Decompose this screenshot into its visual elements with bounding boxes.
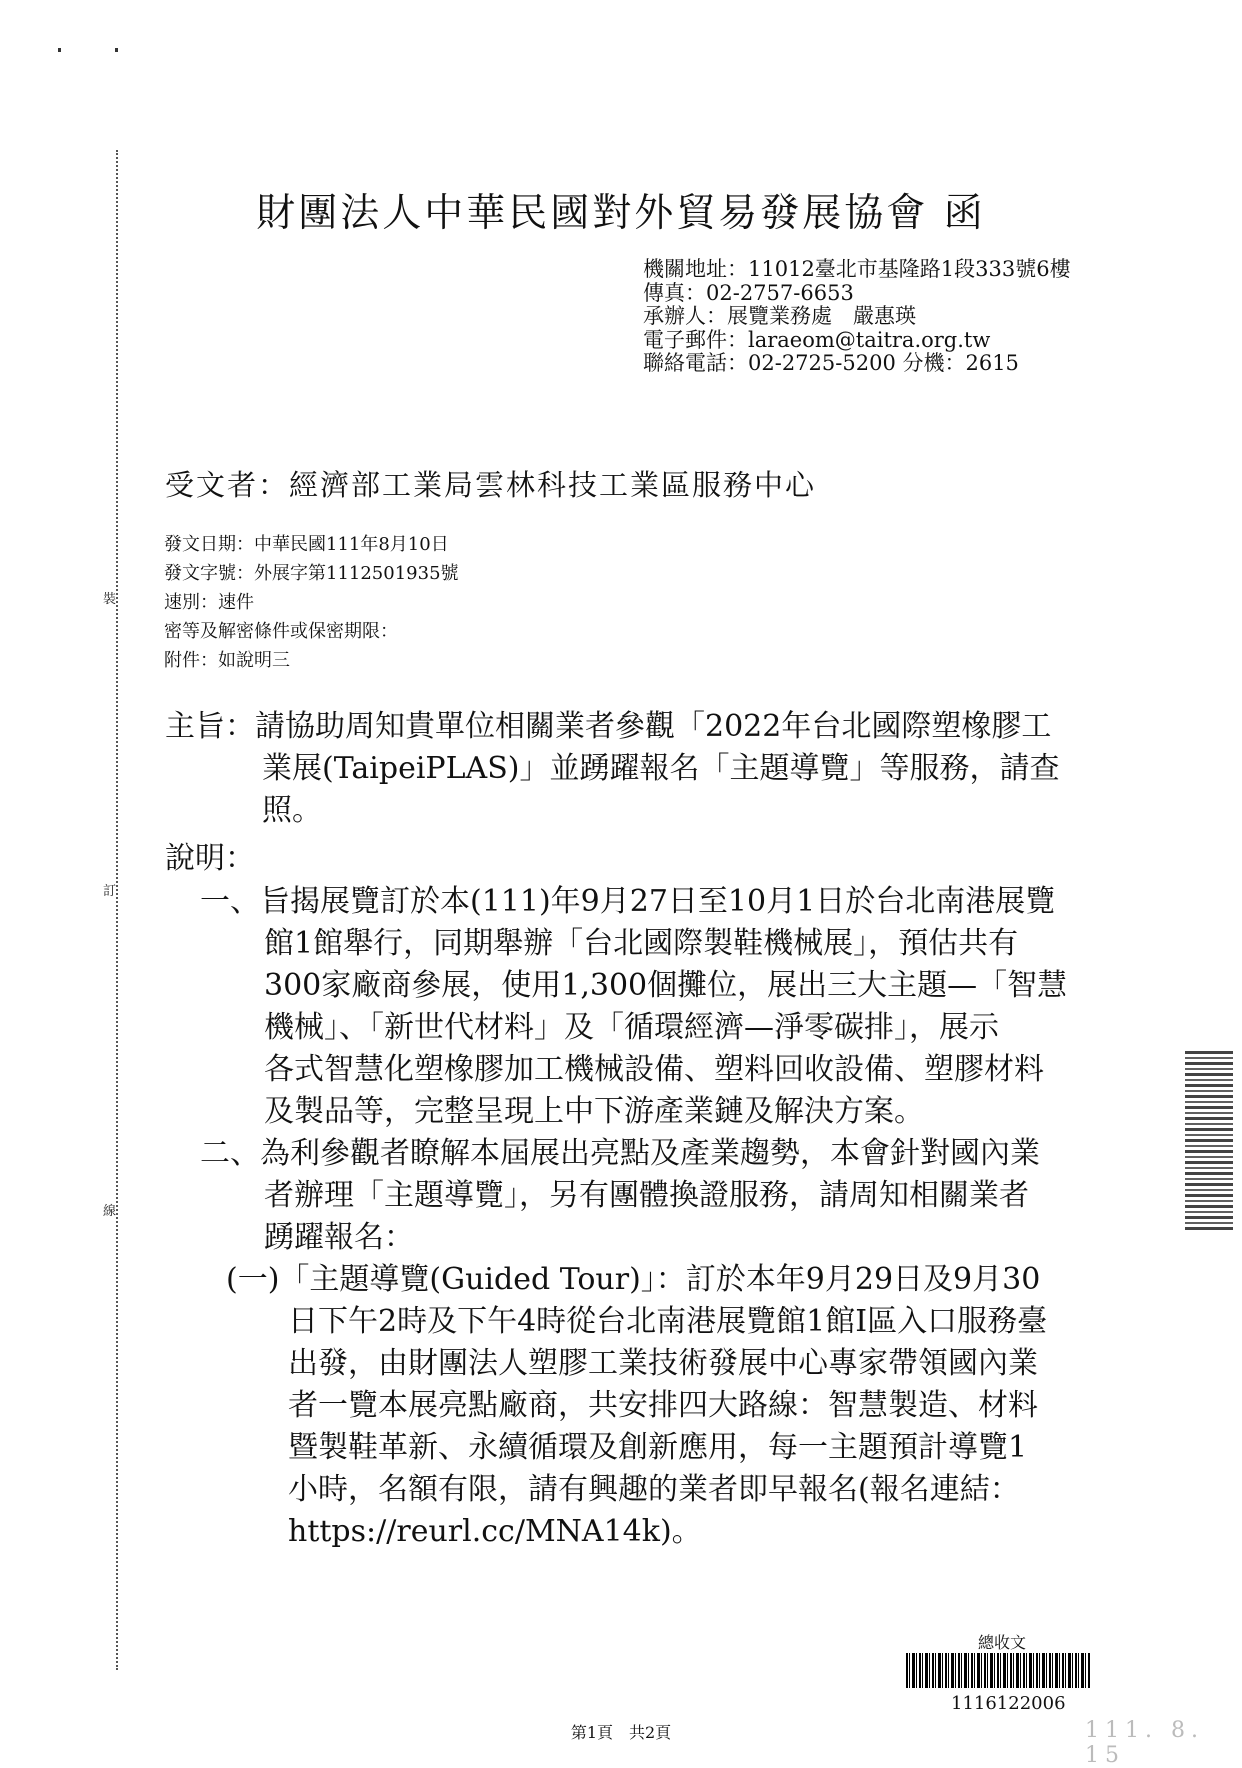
item-2-1-line: 日下午2時及下午4時從台北南港展覽館1館I區入口服務臺 <box>288 1304 1048 1339</box>
contact-address: 機關地址：11012臺北市基隆路1段333號6樓 <box>643 257 1071 281</box>
contact-email: 電子郵件：laraeom@taitra.org.tw <box>643 327 991 352</box>
page-number: 第1頁 共2頁 <box>570 1723 672 1742</box>
barcode <box>906 1653 1090 1688</box>
contact-person: 承辦人：展覽業務處 嚴惠瑛 <box>643 304 916 328</box>
meta-block <box>164 530 459 675</box>
date-stamp: 111. 8. 15 <box>1085 1718 1204 1768</box>
item-1-line: 及製品等，完整呈現上中下游產業鏈及解決方案。 <box>264 1094 924 1129</box>
item-2-1-link[interactable]: https://reurl.cc/MNA14k)。 <box>288 1514 702 1549</box>
meta-attachment: 附件：如說明三 <box>164 650 290 671</box>
receipt-number: 1116122006 <box>951 1693 1066 1714</box>
side-stamp <box>1185 1050 1233 1230</box>
binding-mark-xian: 線 <box>103 1204 117 1219</box>
meta-number: 發文字號：外展字第1112501935號 <box>164 563 459 584</box>
item-1 <box>200 881 1067 1133</box>
subject <box>165 706 1059 832</box>
contact-fax: 傳真：02-2757-6653 <box>643 280 854 305</box>
item-2-1-line: (一)「主題導覽(Guided Tour)」：訂於本年9月29日及9月30 <box>226 1262 1041 1297</box>
item-2 <box>200 1133 1040 1259</box>
subject-line: 照。 <box>262 793 322 828</box>
contact-phone: 聯絡電話：02-2725-5200 分機：2615 <box>643 351 1019 375</box>
receipt-label: 總收文 <box>978 1633 1027 1652</box>
subject-line: 主旨：請協助周知貴單位相關業者參觀「2022年台北國際塑橡膠工 <box>165 709 1052 744</box>
scan-dot <box>115 48 118 52</box>
item-2-1-line: 小時，名額有限，請有興趣的業者即早報名(報名連結： <box>288 1472 1020 1507</box>
item-1-line: 各式智慧化塑橡膠加工機械設備、塑料回收設備、塑膠材料 <box>264 1052 1044 1087</box>
explanation-label <box>165 838 255 880</box>
item-2-1 <box>226 1259 1047 1553</box>
item-2-line: 者辦理「主題導覽」，另有團體換證服務，請周知相關業者 <box>264 1178 1029 1213</box>
item-2-line: 踴躍報名： <box>264 1220 414 1255</box>
binding-mark-ding: 訂 <box>103 884 117 899</box>
item-1-line: 300家廠商參展，使用1,300個攤位，展出三大主題—「智慧 <box>264 968 1068 1003</box>
item-1-line: 一、旨揭展覽訂於本(111)年9月27日至10月1日於台北南港展覽 <box>200 884 1056 919</box>
meta-security: 密等及解密條件或保密期限： <box>164 621 398 642</box>
document-title: 財團法人中華民國對外貿易發展協會 函 <box>256 191 986 236</box>
item-2-1-line: 者一覽本展亮點廠商，共安排四大路線：智慧製造、材料 <box>288 1388 1038 1423</box>
meta-date: 發文日期：中華民國111年8月10日 <box>164 534 449 555</box>
item-2-1-line: 暨製鞋革新、永續循環及創新應用，每一主題預計導覽1 <box>288 1430 1028 1465</box>
subject-line: 業展(TaipeiPLAS)」並踴躍報名「主題導覽」等服務，請查 <box>262 751 1060 786</box>
item-2-1-line: 出發，由財團法人塑膠工業技術發展中心專家帶領國內業 <box>288 1346 1038 1381</box>
item-2-line: 二、為利參觀者瞭解本屆展出亮點及產業趨勢，本會針對國內業 <box>200 1136 1040 1171</box>
meta-speed: 速別：速件 <box>164 592 254 613</box>
binding-margin-line <box>116 150 118 1670</box>
scan-dot <box>58 48 61 52</box>
item-1-line: 館1館舉行，同期舉辦「台北國際製鞋機械展」，預估共有 <box>264 926 1019 961</box>
recipient: 受文者：經濟部工業局雲林科技工業區服務中心 <box>165 468 817 502</box>
explanation-label-text: 說明： <box>165 841 255 876</box>
item-1-line: 機械」、「新世代材料」及「循環經濟—淨零碳排」，展示 <box>264 1010 999 1045</box>
contact-block <box>643 258 1203 376</box>
binding-mark-zhuang: 裝 <box>103 592 117 607</box>
